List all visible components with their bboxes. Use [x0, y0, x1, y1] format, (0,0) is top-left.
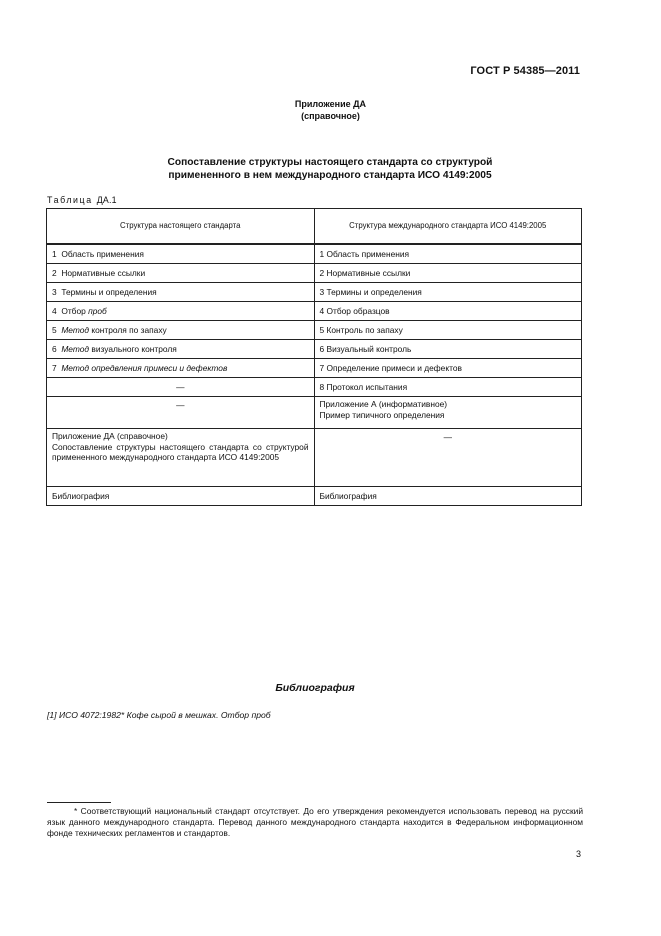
left-cell-dash: —: [47, 378, 315, 397]
left-cell: 3 Термины и определения: [47, 283, 315, 302]
bibliography-title: Библиография: [275, 682, 355, 694]
page-number: 3: [575, 849, 581, 859]
left-cell: Библиография: [47, 487, 315, 506]
standard-code: ГОСТ Р 54385—2011: [470, 65, 580, 77]
table-caption-number: ДА.1: [96, 195, 117, 205]
table-row: [47, 264, 582, 283]
table-row: [47, 321, 582, 340]
bibliography-entry: [1] ИСО 4072:1982* Кофе сырой в мешках. Отбор проб: [47, 710, 271, 720]
column-header-national: Структура настоящего стандарта: [47, 209, 315, 245]
right-cell: 3 Термины и определения: [314, 283, 582, 302]
table-caption: [47, 195, 117, 205]
right-cell: [314, 397, 582, 429]
left-cell-line-1: Приложение ДА (справочное): [52, 431, 168, 441]
right-cell: 2 Нормативные ссылки: [314, 264, 582, 283]
left-cell: 4 Отбор проб: [47, 302, 315, 321]
right-cell: Библиография: [314, 487, 582, 506]
right-cell-line-1: Приложение А (информативное): [319, 399, 448, 409]
footnote-divider: [47, 802, 111, 803]
footnote: * Соответствующий национальный стандарт отсутствует. До его утверждения рекомендуется использовать перевод на русский язык данного международного стандарта. Перевод данного международного стандарта находится в Федеральном информационном фонде технических регламентов и стандартов.: [47, 806, 583, 838]
right-cell: 6 Визуальный контроль: [314, 340, 582, 359]
right-cell: 5 Контроль по запаху: [314, 321, 582, 340]
table-header-row: [47, 209, 582, 245]
appendix-header: [0, 98, 661, 122]
table-row: [47, 429, 582, 487]
right-cell: 1 Область применения: [314, 244, 582, 264]
table-heading-line-2: примененного в нем международного стандарта ИСО 4149:2005: [168, 170, 492, 181]
left-cell: 2 Нормативные ссылки: [47, 264, 315, 283]
right-cell-line-2: Пример типичного определения: [319, 409, 445, 420]
left-cell-line-2: Сопоставление структуры настоящего стандарта со структурой примененного международного стандарта ИСО 4149:2005: [52, 441, 309, 462]
left-cell: [47, 429, 315, 487]
table-heading-line-1: Сопоставление структуры настоящего стандарта со структурой: [167, 157, 493, 168]
column-header-international: Структура международного стандарта ИСО 4149:2005: [314, 209, 582, 245]
right-cell-dash: —: [314, 429, 582, 487]
right-cell: 4 Отбор образцов: [314, 302, 582, 321]
table-row: [47, 359, 582, 378]
right-cell: 7 Определение примеси и дефектов: [314, 359, 582, 378]
appendix-subtitle: (справочное): [301, 111, 360, 121]
left-cell: 1 Область применения: [47, 244, 315, 264]
table-row: [47, 302, 582, 321]
comparison-table: [46, 208, 582, 506]
right-cell: 8 Протокол испытания: [314, 378, 582, 397]
left-cell: 7 Метод опредвления примеси и дефектов: [47, 359, 315, 378]
table-row: [47, 340, 582, 359]
table-row: [47, 283, 582, 302]
left-cell: 5 Метод контроля по запаху: [47, 321, 315, 340]
appendix-title: Приложение ДА: [294, 99, 367, 109]
table-row: [47, 397, 582, 429]
table-caption-word: Таблица: [47, 195, 93, 205]
table-row: [47, 378, 582, 397]
table-heading: [80, 156, 580, 182]
table-row: [47, 244, 582, 264]
left-cell-dash: —: [47, 397, 315, 429]
table-row: [47, 487, 582, 506]
left-cell: 6 Метод визуального контроля: [47, 340, 315, 359]
